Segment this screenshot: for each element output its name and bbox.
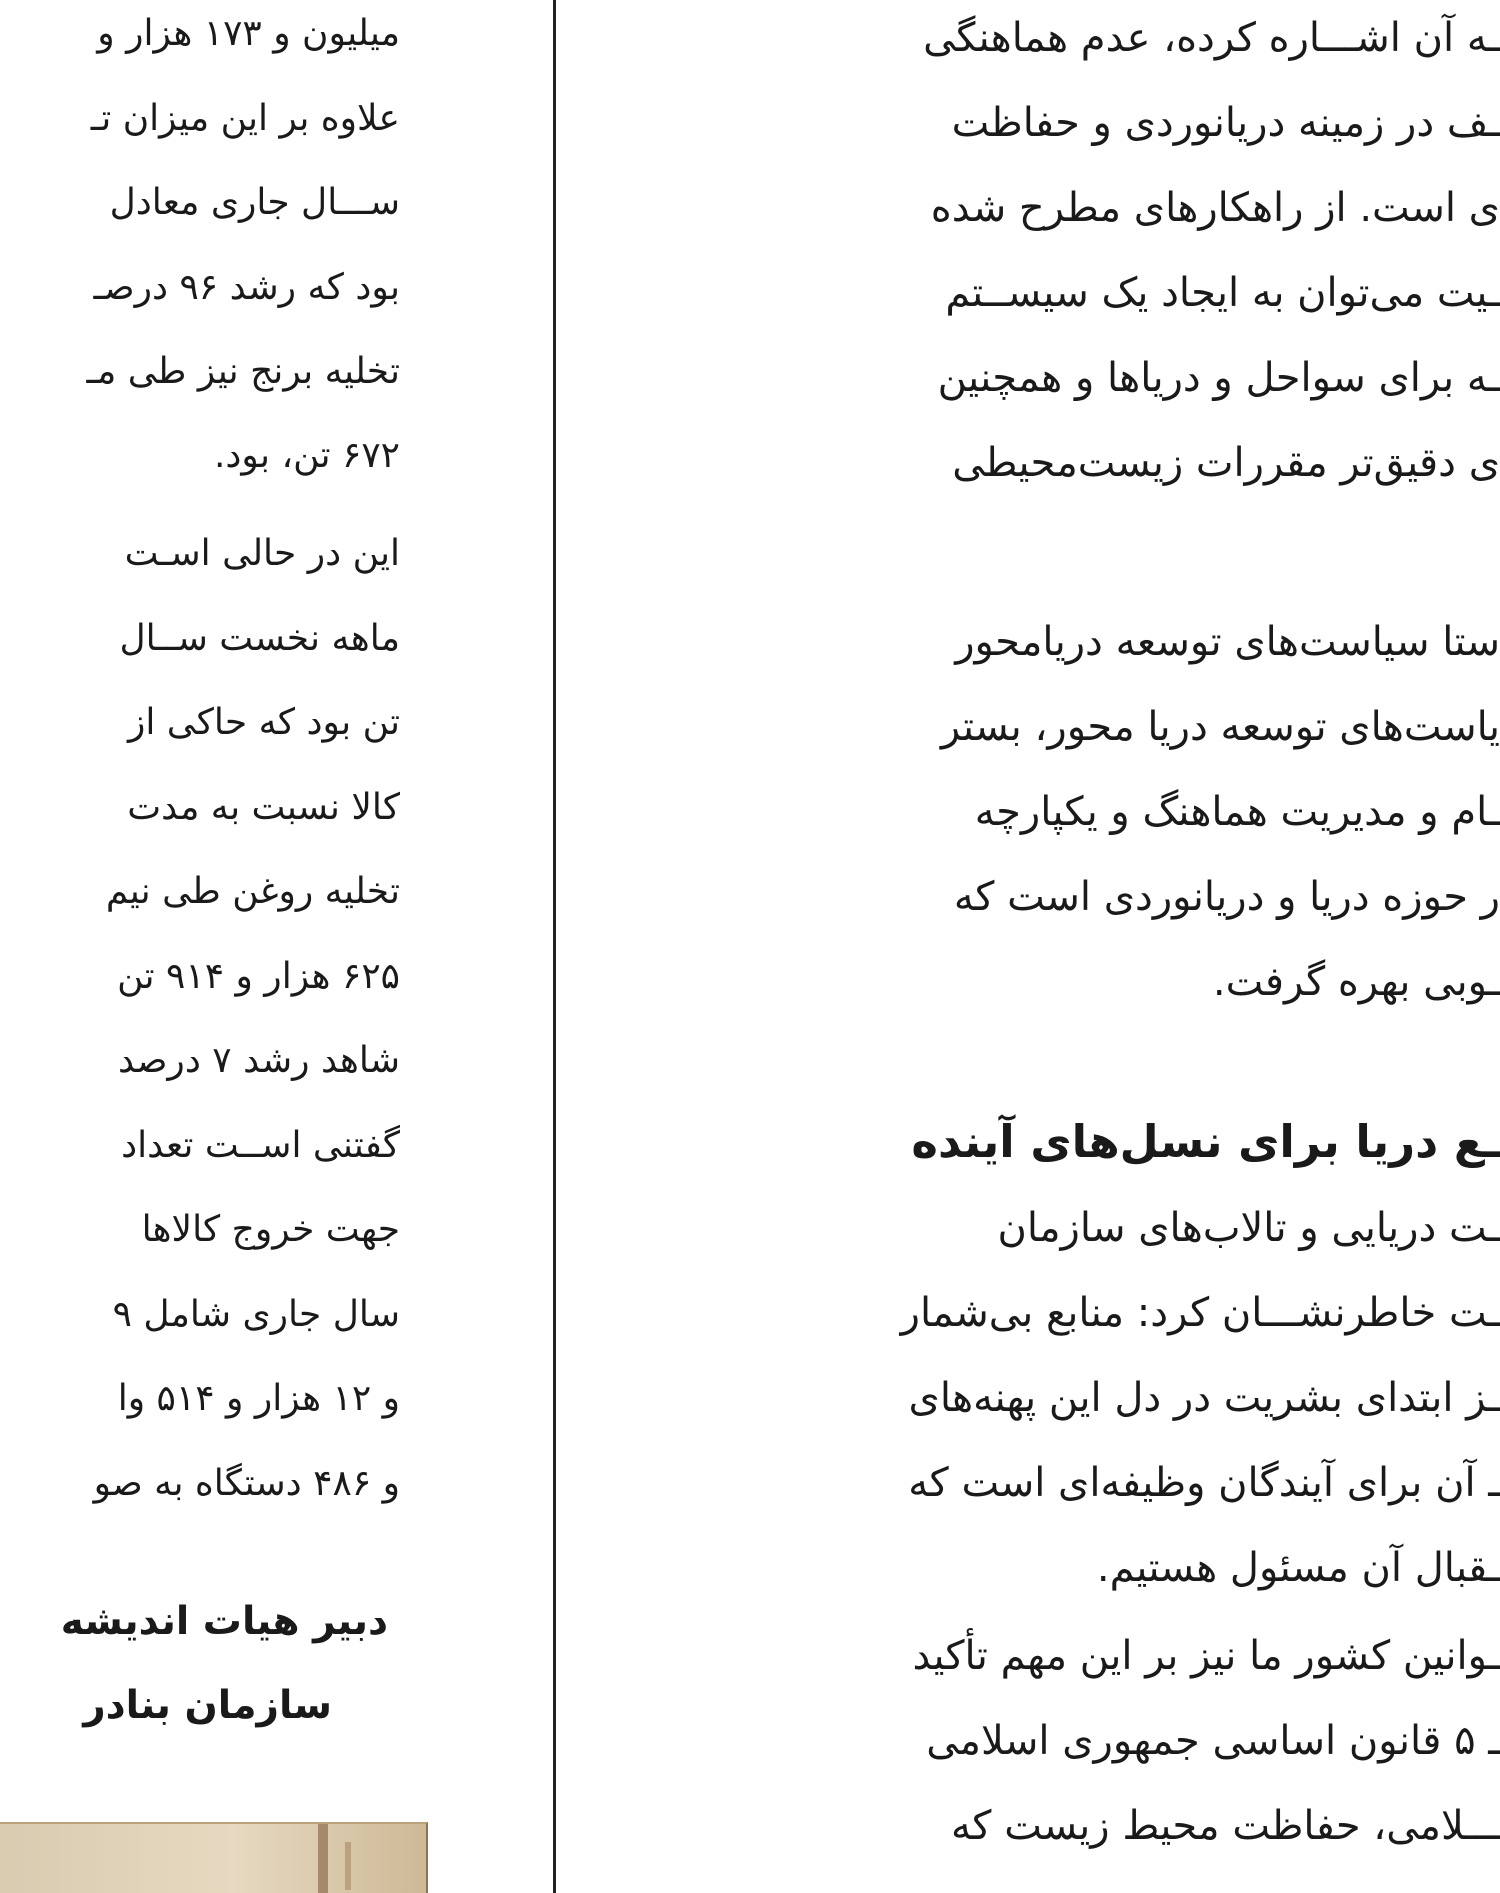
left-line-18: و ۴۸۶ دستگاه به صو — [93, 1463, 400, 1504]
right-p1-line-2: ـف در زمینه دریانوردی و حفاظت — [951, 100, 1500, 146]
left-heading-line-1: دبیر هیات اندیشه — [60, 1599, 388, 1644]
right-p3-line-4: ـ آن برای آیندگان وظیفه‌ای است که — [908, 1460, 1500, 1506]
left-text-column — [0, 0, 400, 1893]
left-line-12: ۶۲۵ هزار و ۹۱۴ تن — [117, 956, 400, 997]
right-p1-line-3: ی است. از راهکارهای مطرح شده — [930, 185, 1500, 231]
right-p4-line-3: ـــلامی، حفاظت محیط زیست که — [950, 1803, 1500, 1849]
left-line-11: تخلیه روغن طی نیم — [105, 871, 400, 912]
photo-thumbnail — [0, 1822, 428, 1893]
right-p2-line-1: ستا سیاست‌های توسعه دریامحور — [955, 619, 1500, 665]
right-p2-line-3: ـام و مدیریت هماهنگ و یکپارچه — [974, 789, 1500, 835]
right-p2-line-5: ـوبی بهره گرفت. — [1212, 959, 1500, 1005]
section-heading: ـع دریا برای نسل‌های آینده — [911, 1115, 1500, 1168]
left-line-16: سال جاری شامل ۹ — [112, 1294, 400, 1335]
right-p4-line-2: ـ ۵ قانون اساسی جمهوری اسلامی — [926, 1718, 1500, 1764]
left-line-13: شاهد رشد ۷ درصد — [117, 1040, 400, 1081]
right-p3-line-1: ـت دریایی و تالاب‌های سازمان — [997, 1205, 1500, 1251]
left-line-5: تخلیه برنج نیز طی مـ — [86, 351, 400, 392]
left-line-3: ســـال جاری معادل — [109, 182, 400, 223]
right-p1-line-1: ـه آن اشـــاره کرده، عدم هماهنگی — [923, 15, 1500, 61]
right-text-column — [790, 0, 1500, 1893]
left-line-1: میلیون و ۱۷۳ هزار و — [97, 13, 400, 54]
left-line-17: و ۱۲ هزار و ۵۱۴ وا — [117, 1378, 400, 1419]
left-line-4: بود که رشد ۹۶ درصـ — [93, 267, 400, 308]
photo-detail — [345, 1842, 351, 1890]
left-heading-line-2: سازمان بنادر — [83, 1683, 332, 1728]
left-line-10: کالا نسبت به مدت — [127, 787, 400, 828]
right-p3-line-2: ـت خاطرنشـــان کرد: منابع بی‌شمار — [900, 1290, 1500, 1336]
left-line-15: جهت خروج کالاها — [141, 1209, 400, 1250]
left-line-14: گفتنی اســت تعداد — [121, 1125, 400, 1166]
left-line-8: ماهه نخست ســال — [119, 618, 400, 659]
right-p2-line-2: یاست‌های توسعه دریا محور، بستر — [940, 704, 1500, 750]
left-line-6: ۶۷۲ تن، بود. — [213, 435, 400, 476]
left-line-9: تن بود که حاکی از — [127, 702, 400, 743]
right-p1-line-4: ـیت می‌توان به ایجاد یک سیســتم — [945, 270, 1500, 316]
right-p1-line-5: ـه برای سواحل و دریاها و همچنین — [937, 355, 1500, 401]
left-line-7: این در حالی اسـت — [124, 533, 400, 574]
photo-detail — [318, 1824, 328, 1893]
right-p3-line-5: ـقبال آن مسئول هستیم. — [1096, 1545, 1500, 1591]
left-line-2: علاوه بر این میزان تـ — [90, 98, 400, 139]
right-p4-line-1: ـوانین کشور ما نیز بر این مهم تأکید — [912, 1633, 1500, 1679]
right-p1-line-6: ی دقیق‌تر مقررات زیست‌محیطی — [952, 440, 1500, 486]
column-divider — [553, 0, 556, 1893]
right-p2-line-4: ر حوزه دریا و دریانوردی است که — [953, 874, 1500, 920]
right-p3-line-3: ـز ابتدای بشریت در دل این پهنه‌های — [908, 1375, 1500, 1421]
